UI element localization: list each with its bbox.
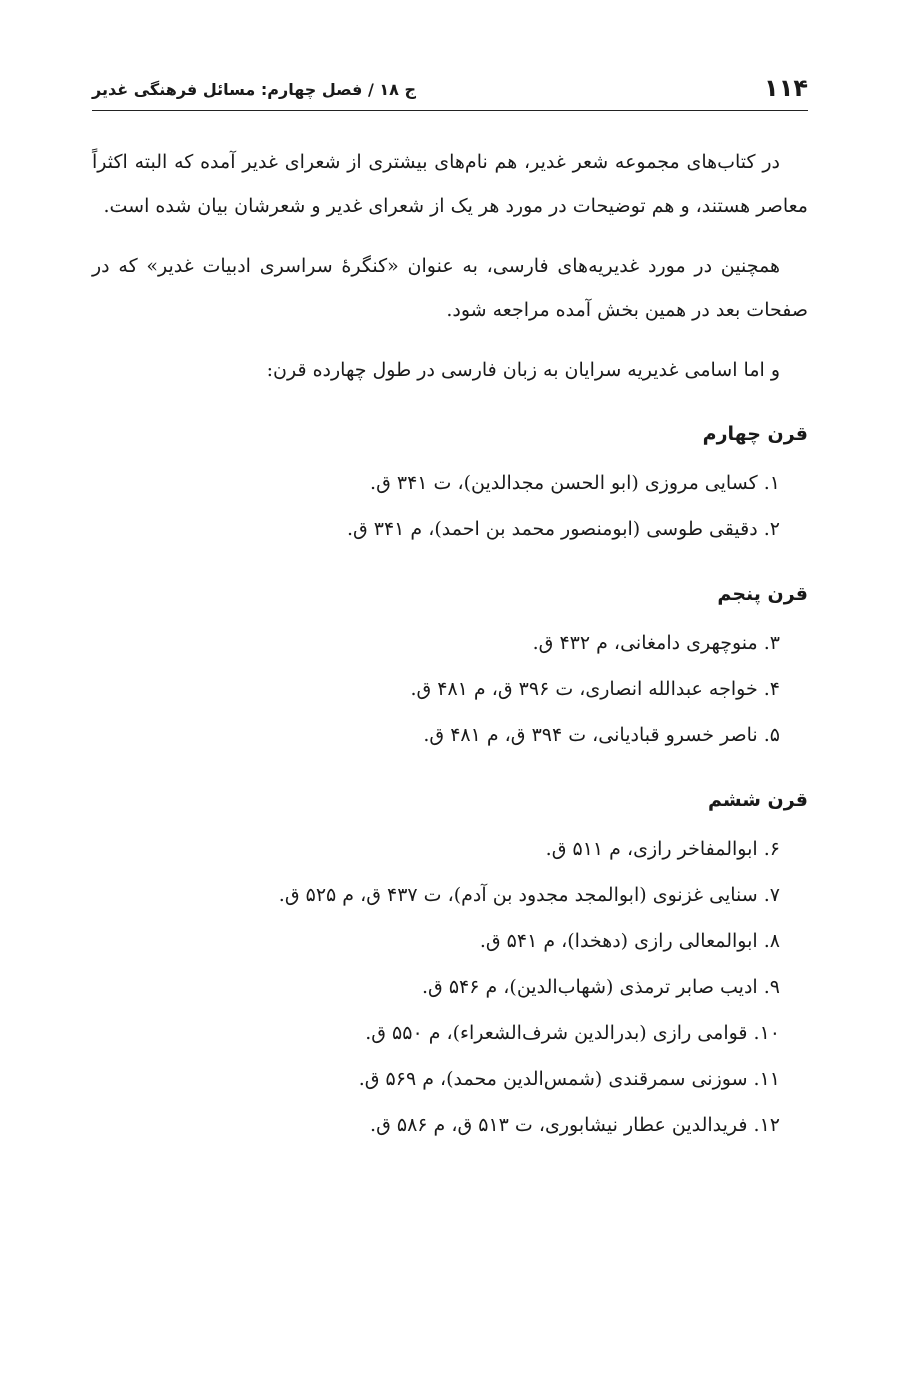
list-item: ۸. ابوالمعالی رازی (دهخدا)، م ۵۴۱ ق. <box>479 930 780 952</box>
poet-list <box>92 460 808 552</box>
paragraph: و اما اسامی غدیریه سرایان به زبان فارسی در طول چهارده قرن: <box>266 359 780 381</box>
running-head <box>92 70 808 111</box>
section-heading: قرن پنجم <box>717 583 808 605</box>
poet-list <box>92 826 808 1148</box>
list-item: ۷. سنایی غزنوی (ابوالمجد مجدود بن آدم)، ت ۴۳۷ ق، م ۵۲۵ ق. <box>278 884 780 906</box>
page-number: ۱۱۴ <box>764 74 808 102</box>
list-item: ۹. ادیب صابر ترمذی (شهاب‌الدین)، م ۵۴۶ ق. <box>422 976 780 998</box>
list-item: ۱۲. فریدالدین عطار نیشابوری، ت ۵۱۳ ق، م ۵۸۶ ق. <box>370 1114 780 1136</box>
book-page <box>92 0 808 1390</box>
list-item: ۱۰. قوامی رازی (بدرالدین شرف‌الشعراء)، م ۵۵۰ ق. <box>365 1022 780 1044</box>
list-item: ۱. کسایی مروزی (ابو الحسن مجدالدین)، ت ۳۴۱ ق. <box>370 472 780 494</box>
list-item: ۵. ناصر خسرو قبادیانی، ت ۳۹۴ ق، م ۴۸۱ ق. <box>423 724 780 746</box>
paragraph: در کتاب‌های مجموعه شعر غدیر، هم نام‌های بیشتری از شعرای غدیر آمده که البته اکثراً معاصر هستند، و هم توضیحات در مورد هر یک از شعرای غدیر و شعرشان بیان شده است. <box>92 151 808 217</box>
running-title: ج ۱۸ / فصل چهارم: مسائل فرهنگی غدیر <box>92 80 417 99</box>
list-item: ۴. خواجه عبدالله انصاری، ت ۳۹۶ ق، م ۴۸۱ ق. <box>410 678 780 700</box>
poet-list <box>92 620 808 758</box>
paragraph: همچنین در مورد غدیریه‌های فارسی، به عنوان «کنگرهٔ سراسری ادبیات غدیر» که در صفحات بعد در همین بخش آمده مراجعه شود. <box>92 255 808 321</box>
page-body <box>92 140 808 1148</box>
list-item: ۶. ابوالمفاخر رازی، م ۵۱۱ ق. <box>545 838 780 860</box>
list-item: ۳. منوچهری دامغانی، م ۴۳۲ ق. <box>532 632 780 654</box>
section-heading: قرن چهارم <box>702 423 808 445</box>
section-heading: قرن ششم <box>707 789 808 811</box>
list-item: ۲. دقیقی طوسی (ابومنصور محمد بن احمد)، م ۳۴۱ ق. <box>346 518 780 540</box>
list-item: ۱۱. سوزنی سمرقندی (شمس‌الدین محمد)، م ۵۶۹ ق. <box>358 1068 780 1090</box>
